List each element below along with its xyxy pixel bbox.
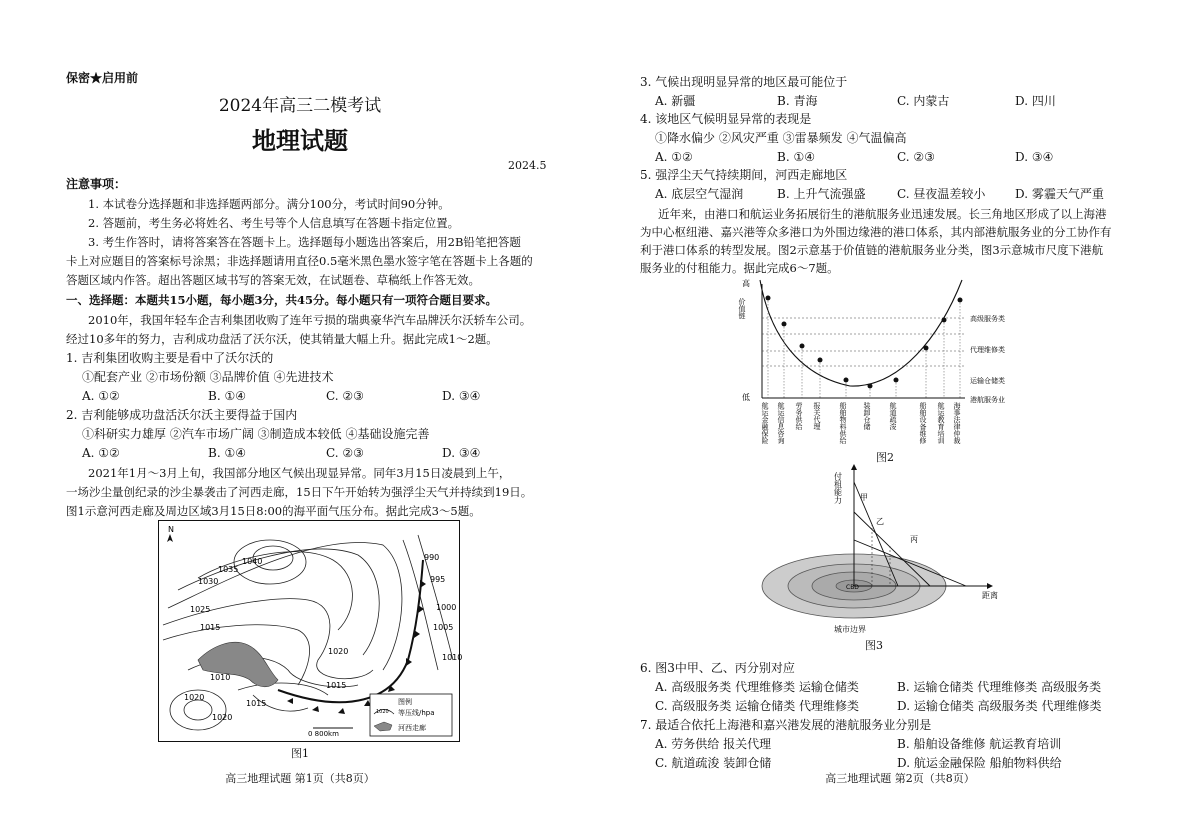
option-b[interactable]: B. 船舶设备维修 航运教育培训: [897, 737, 1062, 751]
option-b[interactable]: B. ①④: [208, 389, 246, 403]
figure-3-rent-capacity: [750, 462, 1020, 634]
notice-line: 2. 答题前，考生务必将姓名、考生号等个人信息填写在答题卡指定位置。: [88, 216, 460, 230]
question-6-options: [655, 679, 1195, 715]
category-label: 装卸仓储: [863, 402, 871, 430]
isobar-label: 995: [430, 575, 446, 584]
category-label: 航运信息咨询: [777, 402, 785, 444]
category-point: [766, 296, 771, 301]
option-d[interactable]: D. ③④: [1015, 150, 1054, 164]
question-2-stem: 2. 吉利能够成功盘活沃尔沃主要得益于国内: [66, 408, 298, 422]
exam-date: 2024.5: [508, 159, 547, 172]
figure-2-caption: 图2: [876, 451, 894, 464]
question-2-items: ①科研实力雄厚 ②汽车市场广阔 ③制造成本较低 ④基础设施完善: [82, 427, 430, 441]
legend-isobar: 等压线/hpa: [398, 709, 435, 717]
page-footer: 高三地理试题 第1页（共8页）: [225, 772, 375, 785]
question-4-items: ①降水偏少 ②风灾严重 ③雷暴频发 ④气温偏高: [655, 131, 907, 145]
north-label: N: [168, 525, 174, 534]
option-a[interactable]: A. ①②: [82, 446, 120, 460]
question-6-stem: 6. 图3中甲、乙、丙分别对应: [640, 661, 795, 675]
city-boundary-label: 城市边界: [834, 625, 866, 634]
option-d[interactable]: D. 航运金融保险 船舶物料供给: [897, 756, 1062, 770]
option-c[interactable]: C. 内蒙古: [897, 94, 950, 108]
category-point: [894, 378, 899, 383]
level-label: 代理维修类: [970, 346, 1005, 354]
isobar-label: 990: [424, 553, 440, 562]
level-label: 港航服务业: [970, 396, 1005, 404]
curve-label: 乙: [876, 517, 884, 526]
question-2-options: [82, 445, 582, 461]
passage-line: 服务业的付租能力。据此完成6～7题。: [640, 261, 839, 275]
option-c[interactable]: C. ②③: [326, 446, 364, 460]
option-c[interactable]: C. ②③: [897, 150, 935, 164]
question-3-options: [655, 93, 1175, 109]
level-label: 高级服务类: [970, 315, 1005, 323]
passage-line: 图1示意河西走廊及周边区域3月15日8:00的海平面气压分布。据此完成3～5题。: [66, 504, 481, 518]
category-label: 劳务供给: [795, 402, 803, 430]
option-d[interactable]: D. 四川: [1015, 94, 1056, 108]
isobar-label: 1025: [190, 605, 211, 614]
question-3-stem: 3. 气候出现明显异常的地区最可能位于: [640, 75, 848, 89]
option-a[interactable]: A. ①②: [82, 389, 120, 403]
option-c[interactable]: C. 昼夜温差较小: [897, 187, 986, 201]
figure-3-caption: 图3: [865, 639, 883, 652]
isobar-label: 1010: [210, 673, 231, 682]
isobar-label: 1040: [242, 557, 263, 566]
category-label: 船舶物料供给: [839, 402, 847, 444]
category-label: 航运金融保险: [761, 402, 769, 444]
scale-label: 0 800km: [308, 730, 339, 738]
question-7-stem: 7. 最适合依托上海港和嘉兴港发展的港航服务业分别是: [640, 718, 932, 732]
curve-label: 甲: [860, 493, 868, 502]
y-axis-label: 价值链: [738, 298, 746, 319]
option-a[interactable]: A. 新疆: [655, 94, 696, 108]
y-axis-bottom: 低: [742, 393, 750, 402]
option-c[interactable]: C. ②③: [326, 389, 364, 403]
isobar-label: 1005: [433, 623, 454, 632]
category-point: [924, 346, 929, 351]
category-point: [868, 384, 873, 389]
level-label: 运输仓储类: [970, 377, 1005, 385]
question-5-stem: 5. 强浮尘天气持续期间，河西走廊地区: [640, 168, 848, 182]
passage-line: 近年来，由港口和航运业务拓展衍生的港航服务业迅速发展。长三角地区形成了以上海港: [658, 207, 1107, 221]
y-axis-label: 付租能力: [833, 472, 843, 504]
category-point: [782, 322, 787, 327]
legend-isobar-sample: 1020: [376, 709, 389, 715]
isobar-label: 1015: [326, 681, 347, 690]
category-point: [800, 344, 805, 349]
figure-1-caption: 图1: [291, 747, 309, 760]
question-4-options: [655, 149, 1175, 165]
option-b[interactable]: B. ①④: [777, 150, 815, 164]
x-axis-label: 距离: [982, 591, 998, 600]
isobar-label: 1015: [200, 623, 221, 632]
option-a[interactable]: A. 劳务供给 报关代理: [655, 737, 772, 751]
passage-line: 经过10多年的努力，吉利成功盘活了沃尔沃，使其销量大幅上升。据此完成1～2题。: [66, 332, 498, 346]
category-label: 海事法律仲裁: [953, 402, 961, 444]
passage-line: 为中心枢纽港、嘉兴港等众多港口为外围边缘港的港口体系，其内部港航服务业的分工协作有: [640, 225, 1112, 239]
category-label: 航道疏浚: [889, 402, 897, 430]
question-1-options: [82, 388, 582, 404]
page-footer: 高三地理试题 第2页（共8页）: [825, 772, 975, 785]
option-b[interactable]: B. 青海: [777, 94, 818, 108]
exam-title: 2024年高三二模考试: [218, 96, 382, 116]
section-heading: 一、选择题：本题共15小题，每小题3分，共45分。每小题只有一项符合题目要求。: [66, 293, 498, 307]
cbd-label: CBD: [846, 584, 859, 591]
passage-line: 一场沙尘量创纪录的沙尘暴袭击了河西走廊，15日下午开始转为强浮尘天气并持续到19日。: [66, 485, 533, 499]
option-c[interactable]: C. 航道疏浚 装卸仓储: [655, 756, 772, 770]
question-4-stem: 4. 该地区气候明显异常的表现是: [640, 112, 812, 126]
category-point: [818, 358, 823, 363]
notice-line: 卡上对应题目的答案标号涂黑；非选择题请用直径0.5毫米黑色墨水签字笔在答题卡上各题的: [66, 254, 533, 268]
option-a[interactable]: A. ①②: [655, 150, 693, 164]
isobar-label: 1030: [198, 577, 219, 586]
passage-line: 2010年，我国年轻车企吉利集团收购了连年亏损的瑞典豪华汽车品牌沃尔沃轿车公司。: [88, 313, 532, 327]
subject-title: 地理试题: [252, 127, 348, 155]
option-a[interactable]: A. 高级服务类 代理维修类 运输仓储类: [655, 680, 859, 694]
figure-1-isobar-map: [158, 520, 463, 742]
curve-label: 丙: [910, 535, 918, 544]
isobar-label: 1000: [436, 603, 457, 612]
figure-2-value-chain: [740, 276, 1040, 448]
notice-heading: 注意事项：: [66, 177, 127, 191]
option-d[interactable]: D. 雾霾天气严重: [1015, 187, 1104, 201]
question-5-options: [655, 186, 1175, 202]
notice-line: 1. 本试卷分选择题和非选择题两部分。满分100分，考试时间90分钟。: [88, 197, 450, 211]
option-b[interactable]: B. 运输仓储类 代理维修类 高级服务类: [897, 680, 1102, 694]
option-b[interactable]: B. ①④: [208, 446, 246, 460]
isobar-label: 1020: [184, 693, 205, 702]
legend-corridor: 河西走廊: [398, 724, 426, 732]
passage-line: 利于港口体系的转型发展。图2示意基于价值链的港航服务业分类，图3示意城市尺度下港航: [640, 243, 1104, 257]
option-c[interactable]: C. 高级服务类 运输仓储类 代理维修类: [655, 699, 860, 713]
page-2: [600, 0, 1200, 839]
question-1-items: ①配套产业 ②市场份额 ③品牌价值 ④先进技术: [82, 370, 334, 384]
fig2-category-labels: [761, 401, 962, 445]
notice-line: 3. 考生作答时，请将答案答在答题卡上。选择题每小题选出答案后，用2B铅笔把答题: [88, 235, 521, 249]
value-curve: [760, 280, 962, 386]
isobar-label: 1020: [328, 647, 349, 656]
category-point: [844, 378, 849, 383]
fig2-points: [766, 296, 963, 399]
notice-line: 答题区域内作答。超出答题区域书写的答案无效，在试题卷、草稿纸上作答无效。: [66, 273, 480, 287]
legend-title: 图例: [398, 698, 412, 706]
category-label: 船舶设备维修: [919, 402, 927, 444]
question-7-options: [655, 736, 1195, 772]
option-d[interactable]: D. 运输仓储类 高级服务类 代理维修类: [897, 699, 1102, 713]
y-axis-top: 高: [742, 279, 750, 288]
category-point: [958, 298, 963, 303]
isobar-label: 1035: [218, 565, 239, 574]
question-1-stem: 1. 吉利集团收购主要是看中了沃尔沃的: [66, 351, 274, 365]
isobar-label: 1020: [212, 713, 233, 722]
option-d[interactable]: D. ③④: [442, 389, 481, 403]
isobar-label: 1015: [246, 699, 267, 708]
confidential-label: 保密★启用前: [66, 71, 139, 85]
passage-line: 2021年1月～3月上旬，我国部分地区气候出现显异常。同年3月15日凌晨到上午，: [88, 466, 511, 480]
option-a[interactable]: A. 底层空气湿润: [655, 187, 744, 201]
option-d[interactable]: D. ③④: [442, 446, 481, 460]
category-label: 报关代理: [813, 402, 821, 430]
category-label: 航运教育培训: [937, 402, 945, 444]
option-b[interactable]: B. 上升气流强盛: [777, 187, 866, 201]
category-point: [942, 318, 947, 323]
isobar-label: 1010: [442, 653, 463, 662]
